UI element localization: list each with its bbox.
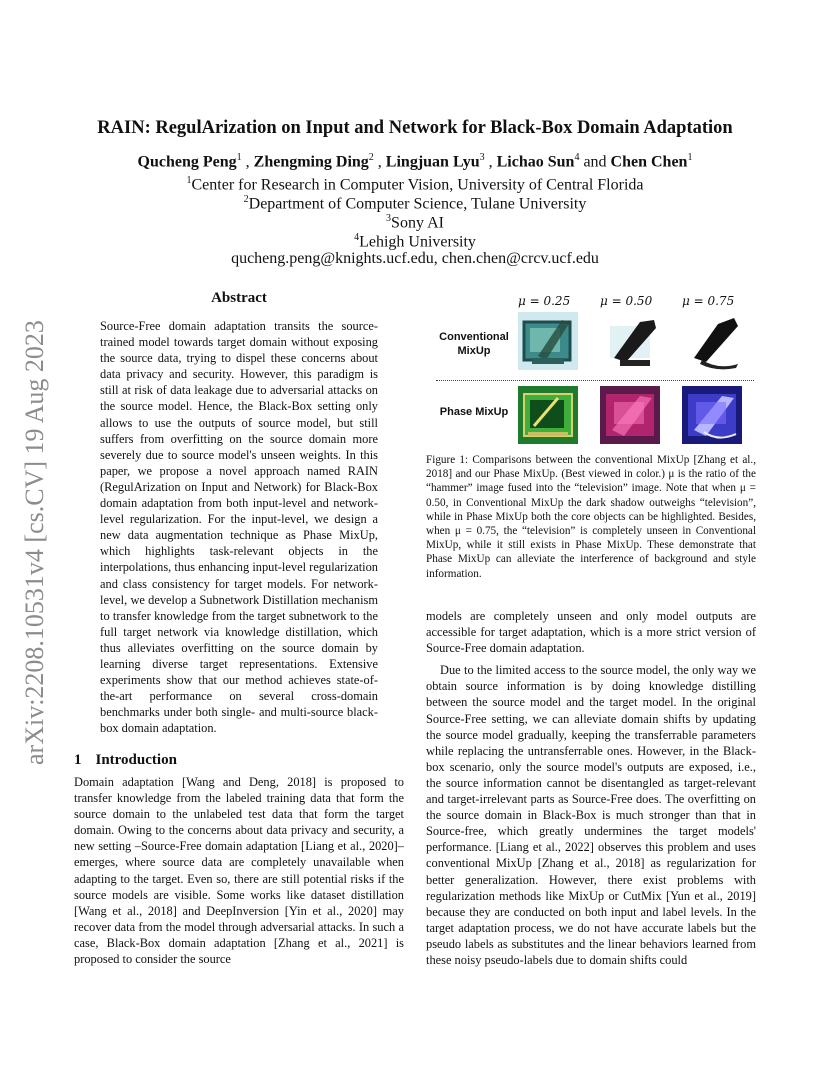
arxiv-id: arXiv:2208.10531v4 [cs.CV] 19 Aug 2023 bbox=[20, 320, 49, 765]
paragraph: Due to the limited access to the source model, the only way we obtain source information is by doing knowledge distilling between the source model and the target model. In the original Source-Free setting, we can alleviate domain shifts by updating the source model gradually, keeping the transferrable parameters while replacing the untransferrable ones. However, in the Black-box scenario, only the source model's outputs are exposed, i.e., the source information cannot be disentangled as target-relevant and target-irrelevant parts as Source-Free does. The overfitting on the source domain in Black-Box is much stronger than that in Source-free, which greatly undermines the target models' performance. [Liang et al., 2022] observes this problem and uses conventional MixUp [Zhang et al., 2018] as regularization for better generalization. However, there exist problems with regularization methods like MixUp or CutMix [Yun et al., 2019] because they are conducted on both input and label levels. In the target adaptation process, we do not have accurate labels but the pseudo labels as substitutes and the linear behaviors learned from these noisy pseudo-labels due to domain shifts could bbox=[426, 663, 756, 967]
author-name: Zhengming Ding bbox=[253, 153, 369, 171]
conventional-mixup-image bbox=[600, 312, 660, 370]
conventional-mixup-image bbox=[682, 312, 742, 370]
row-label-conventional: Conventional MixUp bbox=[439, 331, 509, 357]
abstract-heading: Abstract bbox=[211, 290, 267, 306]
conventional-mixup-image bbox=[518, 312, 578, 370]
phase-mixup-image bbox=[682, 386, 742, 444]
affiliation: $^3$Sony AI bbox=[386, 213, 444, 232]
author-name: Lichao Sun bbox=[496, 153, 575, 171]
figure-1 bbox=[426, 294, 756, 444]
paragraph: models are completely unseen and only model outputs are accessible for target adaptation, which is a more strict version of Source-Free domain adaptation. bbox=[426, 609, 756, 656]
figure-caption: Figure 1: Comparisons between the conventional MixUp [Zhang et al., 2018] and our Phase MixUp. (Best viewed in color.) μ is the ratio of the “hammer” image fused into the “television” image. Note that when μ = 0.50, in Conventional MixUp the dark shadow outweighs “television”, while in Phase MixUp both the core objects can be highlighted. Besides, when μ = 0.75, the “television” is completely unseen in Conventional MixUp, while it still exists in Phase MixUp. These demonstrate that Phase MixUp can alleviate the interference of background and style information. bbox=[426, 454, 756, 580]
figure-divider bbox=[436, 380, 754, 381]
section-heading: 1 Introduction bbox=[74, 752, 177, 768]
author-name: Chen Chen bbox=[610, 153, 688, 171]
affiliation: $^4$Lehigh University bbox=[354, 232, 476, 251]
mu-label: μ = 0.50 bbox=[600, 294, 653, 308]
author-emails: qucheng.peng@knights.ucf.edu, chen.chen@crcv.ucf.edu bbox=[231, 250, 599, 267]
author-name: Lingjuan Lyu bbox=[385, 153, 480, 171]
affiliation: $^1$Center for Research in Computer Vision, University of Central Florida bbox=[186, 175, 644, 194]
affiliation: $^2$Department of Computer Science, Tulane University bbox=[243, 194, 587, 213]
author-name: Qucheng Peng bbox=[137, 153, 237, 171]
paper-title: RAIN: RegulArization on Input and Network for Black-Box Domain Adaptation bbox=[97, 118, 733, 138]
mu-label: μ = 0.75 bbox=[682, 294, 735, 308]
phase-mixup-image bbox=[600, 386, 660, 444]
intro-paragraph: Domain adaptation [Wang and Deng, 2018] is proposed to transfer knowledge from the labeled training data that form the source domain to the unlabeled test data that form the target domain. Owing to the concerns about data privacy and security, a new setting –Source-Free domain adaptation [Liang et al., 2020]– emerges, where source data are completely unavailable when adapting to the target. Even so, there are still potential risks if the source models are visible. Some works like dataset distillation [Wang et al., 2018] and DeepInversion [Yin et al., 2020] may recover data from the model through adversarial attacks. In such a case, Black-Box domain adaptation [Zhang et al., 2021] is proposed to consider the source bbox=[74, 775, 404, 967]
author-list: Qucheng Peng$^1$ , Zhengming Ding$^2$ , Lingjuan Lyu$^3$ , Lichao Sun$^4$ and Chen Chen$^1$ bbox=[137, 152, 693, 171]
arxiv-watermark bbox=[20, 285, 54, 765]
row-label-phase: Phase MixUp bbox=[439, 406, 509, 418]
mu-label: μ = 0.25 bbox=[518, 294, 571, 308]
abstract-text: Source-Free domain adaptation transits the source-trained model towards target domain without exposing the source data, trying to dispel these concerns about data privacy and security. However, this paradigm is still at risk of data leakage due to adversarial attacks on the source model. Hence, the Black-Box setting only allows to use the outputs of source model, but still suffers from overfitting on the source domain more severely due to source model's unseen weights. In this paper, we propose a novel approach named RAIN (RegulArization on Input and Network) for Black-Box domain adaptation from both input-level and network-level regularization. For the input-level, we design a new data augmentation technique as Phase MixUp, which highlights task-relevant objects in the interpolations, thus enhancing input-level regularization and class consistency for target models. For network-level, we develop a Subnetwork Distillation mechanism to transfer knowledge from the target subnetwork to the full target network via knowledge distillation, which thus alleviates overfitting on the source domain by learning diverse target representations. Extensive experiments show that our method achieves state-of-the-art performance on several cross-domain benchmarks under both single- and multi-source black-box domain adaptation. bbox=[100, 319, 378, 736]
phase-mixup-image bbox=[518, 386, 578, 444]
right-column-text bbox=[426, 608, 756, 968]
